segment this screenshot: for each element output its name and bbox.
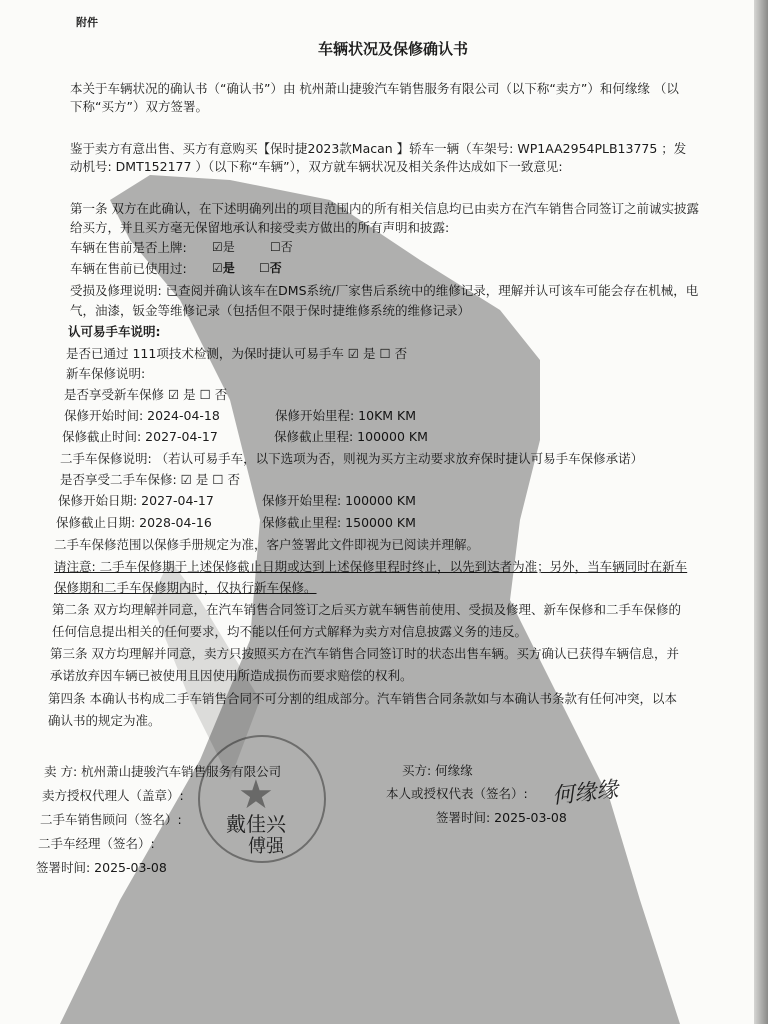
damage-line-2: 气，油漆，钣金等维修记录（包括但不限于保时捷维修系统的维修记录） — [70, 303, 471, 318]
cpo-heading: 认可易手车说明: — [68, 324, 161, 339]
notice-line-2: 保修期和二手车保修期内时，仅执行新车保修。 — [54, 580, 317, 595]
buyer-signature: 何缘缘 — [551, 777, 620, 810]
plate-question: 车辆在售前是否上牌: — [70, 240, 187, 255]
intro-line-1: 本关于车辆状况的确认书（“确认书”）由 杭州萧山捷骏汽车销售服务有限公司（以下称“卖方”）和何缘缘 （以 — [70, 81, 679, 96]
new-warranty-end-km: 保修截止里程: 100000 KM — [274, 429, 428, 444]
used-warranty-question: 是否享受二手车保修: ☑ 是 ☐ 否 — [60, 472, 241, 487]
plate-yes-checkbox: ☑是 — [212, 240, 235, 254]
used-warranty-start-km: 保修开始里程: 100000 KM — [262, 493, 416, 508]
seller-sign-date: 签署时间: 2025-03-08 — [36, 860, 167, 875]
intro-line-3: 鉴于卖方有意出售、买方有意购买【保时捷2023款Macan 】轿车一辆（车架号: WP1AA2954PLB13775 ；发 — [70, 141, 687, 156]
new-warranty-start-date: 保修开始时间: 2024-04-18 — [64, 408, 220, 423]
seller-agent-line: 卖方授权代理人（盖章）: — [42, 788, 184, 803]
article2-line-2: 任何信息提出相关的任何要求，均不能以任何方式解释为卖方对信息披露义务的违反。 — [52, 624, 528, 639]
new-warranty-heading: 新车保修说明: — [66, 366, 146, 381]
cpo-inspection-line: 是否已通过 111项技术检测，为保时捷认可易手车 ☑ 是 ☐ 否 — [66, 346, 408, 361]
article1-line-1: 第一条 双方在此确认，在下述明确列出的项目范围内的所有相关信息均已由卖方在汽车销售合同签订之前诚实披露 — [70, 201, 699, 216]
article3-line-1: 第三条 双方均理解并同意，卖方只按照买方在汽车销售合同签订时的状态出售车辆。买方确认已获得车辆信息，并 — [50, 646, 679, 661]
notice-line-1: 请注意: 二手车保修期于上述保修截止日期或达到上述保修里程时终止，以先到达者为准；另外，当车辆同时在新车 — [54, 559, 688, 574]
intro-line-2: 下称“买方”）双方签署。 — [70, 99, 208, 114]
new-warranty-start-km: 保修开始里程: 10KM KM — [275, 408, 417, 423]
new-warranty-end-date: 保修截止时间: 2027-04-17 — [62, 429, 218, 444]
used-yes-checkbox: ☑是 — [212, 261, 235, 275]
damage-line-1: 受损及修理说明: 已查阅并确认该车在DMS系统/厂家售后系统中的维修记录，理解并认可该车可能会存在机械，电 — [70, 283, 699, 298]
seal-star-icon: ★ — [238, 772, 274, 818]
article1-line-2: 给买方，并且买方毫无保留地承认和接受卖方做出的所有声明和披露: — [70, 220, 450, 235]
manager-line: 二手车经理（签名）: — [38, 836, 155, 851]
article4-line-1: 第四条 本确认书构成二手车销售合同不可分割的组成部分。汽车销售合同条款如与本确认书条款有任何冲突，以本 — [48, 691, 677, 706]
intro-line-4: 动机号: DMT152177 ）（以下称“车辆”），双方就车辆状况及相关条件达成如下一致意见: — [70, 159, 563, 174]
used-warranty-end-date: 保修截止日期: 2028-04-16 — [56, 515, 212, 530]
document-title: 车辆状况及保修确认书 — [318, 40, 469, 58]
article2-line-1: 第二条 双方均理解并同意，在汽车销售合同签订之后买方就车辆售前使用、受损及修理、新车保修和二手车保修的 — [52, 602, 681, 617]
new-warranty-question: 是否享受新车保修 ☑ 是 ☐ 否 — [64, 387, 228, 402]
attachment-label: 附件 — [76, 16, 98, 29]
plate-no-checkbox: ☐否 — [270, 240, 293, 254]
consultant-signature: 戴佳兴 — [226, 812, 286, 836]
used-no-checkbox: ☐否 — [259, 261, 282, 275]
used-warranty-end-km: 保修截止里程: 150000 KM — [262, 515, 416, 530]
buyer-name-line: 买方: 何缘缘 — [402, 763, 473, 778]
warranty-scope: 二手车保修范围以保修手册规定为准，客户签署此文件即视为已阅读并理解。 — [54, 537, 480, 552]
used-warranty-start-date: 保修开始日期: 2027-04-17 — [58, 493, 214, 508]
used-question: 车辆在售前已使用过: — [70, 261, 187, 276]
manager-signature: 傅强 — [248, 836, 284, 857]
buyer-sign-date: 签署时间: 2025-03-08 — [436, 810, 567, 825]
article3-line-2: 承诺放弃因车辆已被使用且因使用所造成损伤而要求赔偿的权利。 — [50, 668, 413, 683]
sales-consultant-line: 二手车销售顾问（签名）: — [40, 812, 182, 827]
article4-line-2: 确认书的规定为准。 — [48, 713, 161, 728]
buyer-rep-line: 本人或授权代表（签名）: — [386, 786, 528, 801]
seller-name-line: 卖 方: 杭州萧山捷骏汽车销售服务有限公司 — [44, 764, 282, 779]
used-warranty-note: 二手车保修说明: （若认可易手车，以下选项为否，则视为买方主动要求放弃保时捷认可易手车保修承诺） — [60, 451, 644, 466]
